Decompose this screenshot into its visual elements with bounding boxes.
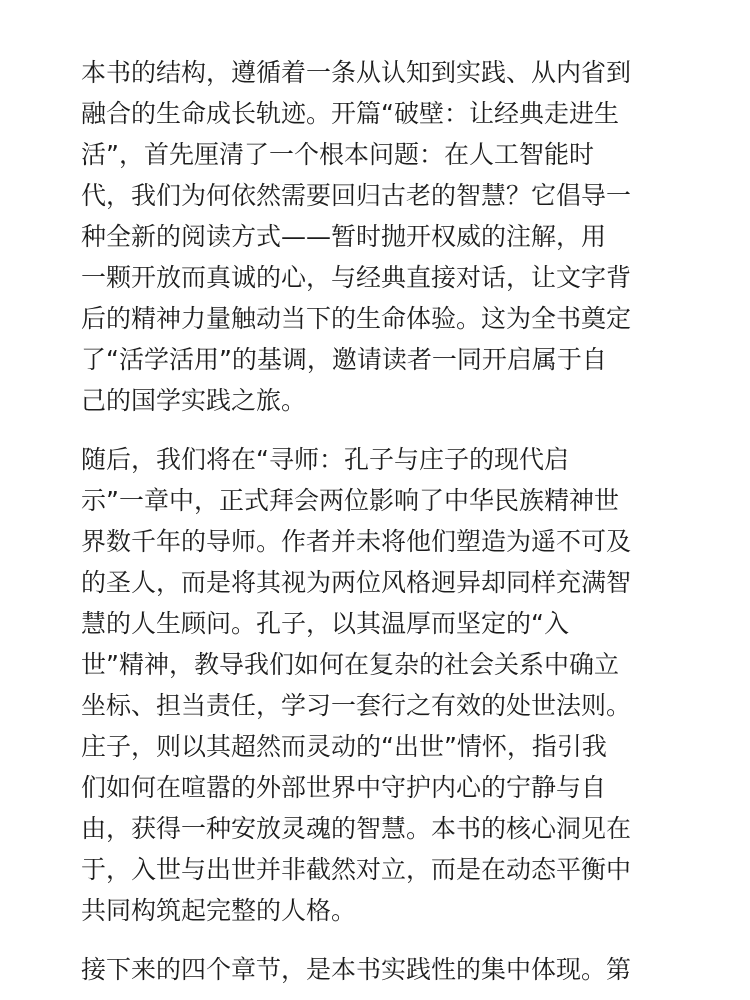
text-line: 融合的生命成长轨迹。开篇“破壁：让经典走进生 [81,99,619,128]
text-line: 坐标、担当责任，学习一套行之有效的处世法则。 [81,691,632,720]
text-line: 世”精神，教导我们如何在复杂的社会关系中确立 [81,650,619,679]
text-line: 代，我们为何依然需要回归古老的智慧？它倡导一 [81,181,632,210]
text-line: 接下来的四个章节，是本书实践性的集中体现。第 [81,955,632,984]
text-line: 的圣人，而是将其视为两位风格迥异却同样充满智 [81,568,632,597]
text-line: 示”一章中，正式拜会两位影响了中华民族精神世 [81,486,619,515]
text-line: 随后，我们将在“寻师：孔子与庄子的现代启 [81,445,569,474]
text-line: 种全新的阅读方式——暂时抛开权威的注解，用 [81,222,607,251]
paragraph-1 [81,52,661,421]
text-line: 慧的人生顾问。孔子，以其温厚而坚定的“入 [81,609,569,638]
text-line: 共同构筑起完整的人格。 [81,896,357,925]
article-body [81,52,661,990]
text-line: 己的国学实践之旅。 [81,386,307,415]
text-line: 们如何在喧嚣的外部世界中守护内心的宁静与自 [81,773,607,802]
paragraph-3 [81,949,661,990]
text-line: 界数千年的导师。作者并未将他们塑造为遥不可及 [81,527,632,556]
text-line: 由，获得一种安放灵魂的智慧。本书的核心洞见在 [81,814,632,843]
text-line: 了“活学活用”的基调，邀请读者一同开启属于自 [81,345,607,374]
text-line: 后的精神力量触动当下的生命体验。这为全书奠定 [81,304,632,333]
text-line: 于，入世与出世并非截然对立，而是在动态平衡中 [81,855,632,884]
paragraph-2 [81,439,661,931]
text-line: 本书的结构，遵循着一条从认知到实践、从内省到 [81,58,632,87]
text-line: 活”，首先厘清了一个根本问题：在人工智能时 [81,140,594,169]
text-line: 一颗开放而真诚的心，与经典直接对话，让文字背 [81,263,632,292]
text-line: 庄子，则以其超然而灵动的“出世”情怀，指引我 [81,732,607,761]
paragraph-spacer [81,421,661,439]
paragraph-spacer [81,931,661,949]
